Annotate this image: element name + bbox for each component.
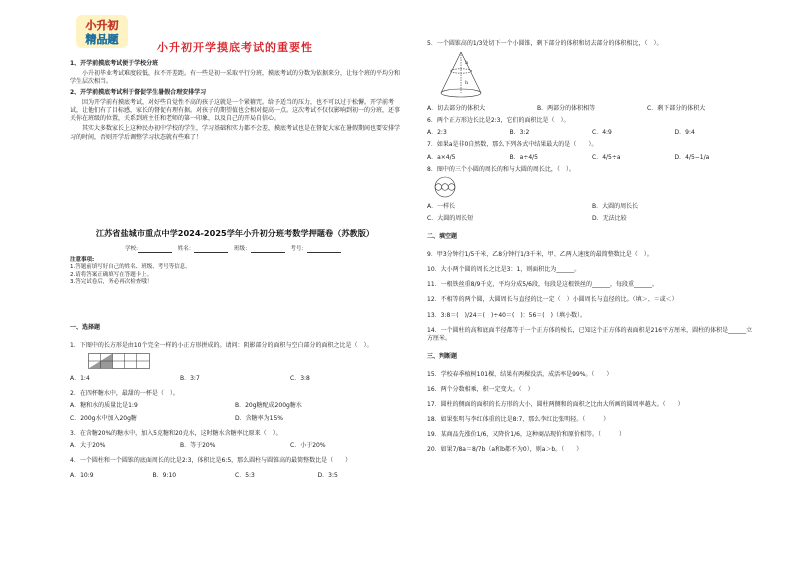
exam-no-label: 考号： bbox=[290, 246, 307, 252]
q6-option-c[interactable]: C．4:9 bbox=[592, 129, 612, 137]
q4-option-c[interactable]: C．5:3 bbox=[235, 471, 255, 479]
q7-option-d[interactable]: D．4/5−1/a bbox=[674, 153, 710, 161]
question-3: 3．在含糖20%的糖水中，加入5克糖和20克水，这时糖水含糖率比原来（ ）。 bbox=[70, 429, 282, 437]
question-16: 16．两个分数相乘，积一定变大。（ ） bbox=[427, 385, 534, 393]
note-1: 1.答题前填写好自己的姓名、班级、考号等信息。 bbox=[70, 264, 191, 271]
note-3: 3.答完试卷后，务必再次检查哦！ bbox=[70, 279, 153, 286]
svg-text:精品题: 精品题 bbox=[85, 33, 119, 46]
class-blank[interactable] bbox=[251, 246, 285, 253]
notes-title: 注意事项: bbox=[70, 257, 95, 263]
question-8: 8．图中的三个小圆的周长的和与大圆的周长比，（ ）。 bbox=[427, 165, 575, 173]
name-blank[interactable] bbox=[194, 246, 228, 253]
q7-option-a[interactable]: A．a×4/5 bbox=[427, 153, 456, 161]
q4-option-a[interactable]: A．10:9 bbox=[70, 471, 94, 479]
q7-option-b[interactable]: B．a÷4/5 bbox=[509, 153, 538, 161]
q1-option-b[interactable]: B．3:7 bbox=[180, 375, 200, 383]
q2-options-row1 bbox=[70, 402, 400, 410]
promo-section bbox=[70, 60, 400, 144]
q3-option-c[interactable]: C．小于20% bbox=[290, 441, 326, 449]
section-choice-title: 一、选择题 bbox=[70, 324, 101, 331]
section-judge-title: 三、判断题 bbox=[427, 352, 458, 360]
question-7: 7．如果a是非0自然数，那么下列各式中结果最大的是（ ）。 bbox=[427, 141, 598, 149]
q2-options-row2 bbox=[70, 415, 400, 423]
svg-text:小升初: 小升初 bbox=[85, 19, 119, 32]
question-9: 9．甲3分钟行1/5千米，乙8分钟行1/3千米，甲、乙两人速度的最简整数比是（ ）。 bbox=[427, 251, 653, 259]
q8-option-a[interactable]: A．一样长 bbox=[427, 202, 456, 210]
question-1: 1．下图中的长方形是由10个完全一样的小正方形拼成的。请问：阴影部分的面积与空白部分的面积之比是（ ）。 bbox=[70, 342, 373, 350]
q8-circles-figure bbox=[433, 176, 457, 198]
student-info-line bbox=[70, 246, 400, 253]
notes-section bbox=[70, 257, 400, 287]
q8-option-d[interactable]: D．无法比较 bbox=[592, 214, 627, 222]
q2-option-a[interactable]: A．糖和水的质量比是1:9 bbox=[70, 402, 138, 410]
question-14: 14．一个圆柱的高和底面半径都等于一个正方体的棱长，已知这个正方体的表面积是216平方厘米，圆柱的体积是______立方厘米。 bbox=[427, 326, 753, 342]
q2-option-b[interactable]: B．20g糖配成200g糖水 bbox=[235, 402, 302, 410]
promo-sec3-body: 其实大多数家长上这种民办初中学校的学生，学习基础和实力都不会差，摸底考试也是在督促大家在暑假期间也要安排学习的时间，否则开学后调整学习状态就有些难了！ bbox=[70, 125, 401, 141]
right-questions bbox=[427, 40, 757, 454]
question-5: 5．一个圆锥高的1/3处切下一个小圆锥，剩下部分的体积和切去部分的体积相比，（ ）。 bbox=[427, 40, 663, 47]
q8-option-c[interactable]: C．大圆的周长短 bbox=[427, 214, 474, 222]
class-label: 班级： bbox=[234, 246, 251, 252]
q3-option-b[interactable]: B．等于20% bbox=[180, 441, 216, 449]
svg-text:h: h bbox=[465, 80, 469, 87]
promo-sec1-body: 小升初毕业考试难度较低，拉不开差距。有一些是初一采取平行分班，摸底考试的分数为依据来分，让每个班的平均分和学生层次相当。 bbox=[70, 70, 401, 86]
q4-option-b[interactable]: B．9:10 bbox=[152, 471, 177, 479]
q2-option-c[interactable]: C．200g水中加入20g糖 bbox=[70, 414, 137, 422]
q8-options-row1 bbox=[427, 203, 757, 211]
q7-options bbox=[427, 154, 757, 162]
promo-sec2-title: 2、开学前摸底考试利于督促学生暑假合理安排学习 bbox=[70, 88, 207, 96]
q1-option-a[interactable]: A．1:4 bbox=[70, 375, 90, 383]
q1-option-c[interactable]: C．3:8 bbox=[290, 375, 310, 383]
section-fill-title: 二、填空题 bbox=[427, 233, 458, 241]
promo-sec2-body: 因为开学前有摸底考试，对好些自觉性不高的孩子这就是一个紧箍咒。给予适当的压力，也不可以过于松懈。开学前考试，让他们有了目标感，家长的督促有理有据。对孩子的期望值也会相对提高一点。这次考试不仅仅影响到初一的分班，还事关你在班级的位置，关系到班主任和老师的第一印象，以及自己的开局自信心。 bbox=[70, 98, 401, 123]
q8-option-b[interactable]: B．大圆的周长长 bbox=[592, 202, 639, 210]
q2-option-d[interactable]: D．含糖率为15% bbox=[235, 414, 283, 422]
question-15: 15．学校春季植树101棵，结果有两棵没活，成活率是99%。（ ） bbox=[427, 370, 613, 378]
school-label: 学校: bbox=[125, 246, 139, 252]
exam-title: 江苏省盐城市重点中学2024-2025学年小升初分班考数学押题卷（苏教版） bbox=[95, 228, 375, 238]
q7-option-c[interactable]: C．4/5÷a bbox=[592, 153, 621, 161]
q5-option-a[interactable]: A．切去部分的体积大 bbox=[427, 105, 486, 113]
name-label: 姓名： bbox=[177, 246, 195, 252]
q6-option-d[interactable]: D．9:4 bbox=[674, 129, 695, 137]
promo-title: 小升初开学摸底考试的重要性 bbox=[157, 41, 313, 54]
q6-option-b[interactable]: B．3:2 bbox=[509, 129, 530, 137]
promo-sec1-title: 1、开学前摸底考试便于学校分班 bbox=[70, 60, 159, 67]
q4-options bbox=[70, 472, 400, 480]
question-20: 20．如果7/8a＝8/7b（a和b都不为0），则a＞b。（ ） bbox=[427, 446, 583, 454]
left-questions bbox=[70, 318, 400, 480]
q6-options bbox=[427, 129, 757, 137]
question-11: 11．一根铁丝重8/9千克，平均分成5/6段，每段是这根铁丝的______，每段重______。 bbox=[427, 281, 658, 289]
question-2: 2．在四杯糖水中，最甜的一杯是（ ）。 bbox=[70, 390, 179, 398]
q1-options bbox=[70, 375, 400, 383]
q6-option-a[interactable]: A．2:3 bbox=[427, 129, 447, 137]
question-6: 6．两个正方形边长比是2:3，它们的面积比是（ ）。 bbox=[427, 117, 570, 125]
q5-option-c[interactable]: C．剩下部分的体积大 bbox=[647, 105, 706, 113]
question-13: 13．3:8＝( )/24＝( )÷40＝( )：56＝( )（填小数）。 bbox=[427, 311, 586, 319]
question-10: 10．大小两个圆的周长之比是3：1，则面积比为______。 bbox=[427, 266, 581, 274]
question-19: 19．某商品先涨价1/6，又降价1/6，这种商品现价和原价相等。（ ） bbox=[427, 431, 625, 439]
question-18: 18．如果张明与李红体重的比是8:7，那么李红比张明轻。（ ） bbox=[427, 416, 610, 424]
q5-option-b[interactable]: B．两部分的体积相等 bbox=[537, 105, 596, 113]
q3-option-a[interactable]: A．大于20% bbox=[70, 441, 106, 449]
q8-options-row2 bbox=[427, 215, 757, 223]
q4-option-d[interactable]: D．3:5 bbox=[317, 471, 338, 479]
q5-options bbox=[427, 105, 757, 113]
q1-grid-figure bbox=[88, 353, 150, 369]
q5-cone-figure bbox=[437, 50, 485, 100]
exam-no-blank[interactable] bbox=[307, 246, 341, 253]
question-4: 4．一个圆柱和一个圆锥的底面周长的比是2:3，体积比是6:5，那么圆柱与圆锥高的最简整数比是（ ） bbox=[70, 456, 352, 464]
q3-options bbox=[70, 442, 400, 450]
question-17: 17．圆柱的侧面的面积的长方形的大小，圆柱两侧和的面积之比由大所画的圆周率越大。（ ） bbox=[427, 401, 684, 409]
svg-text:h: h bbox=[465, 60, 469, 67]
school-blank[interactable] bbox=[138, 246, 172, 253]
question-12: 12．不相等的两个圆，大圆周长与直径的比一定（ ）小圆周长与直径的比。（填＞、＝或＜） bbox=[427, 296, 678, 304]
note-2: 2.请将答案正确填写在答题卡上。 bbox=[70, 271, 153, 278]
